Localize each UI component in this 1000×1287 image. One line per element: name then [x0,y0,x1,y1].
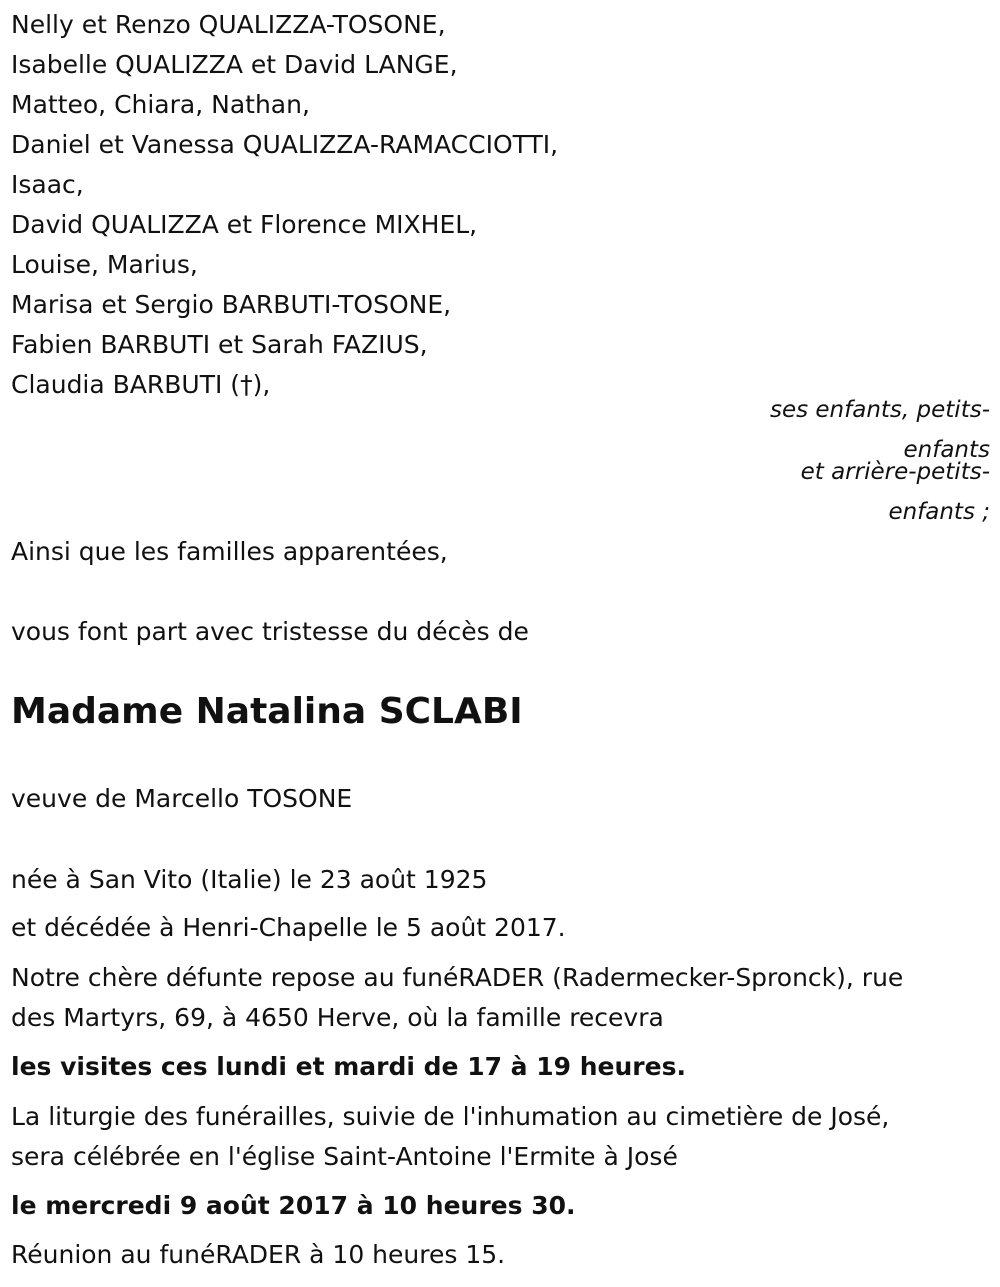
families-line: Ainsi que les familles apparentées, [11,537,448,566]
family-line: Fabien BARBUTI et Sarah FAZIUS, [11,330,428,359]
announce-line: vous font part avec tristesse du décès de [11,617,529,646]
family-line: Daniel et Vanessa QUALIZZA-RAMACCIOTTI, [11,130,559,159]
relation-line: et arrière-petits- [800,459,990,485]
family-line: David QUALIZZA et Florence MIXHEL, [11,210,478,239]
family-line: Isabelle QUALIZZA et David LANGE, [11,50,458,79]
family-line: Nelly et Renzo QUALIZZA-TOSONE, [11,10,446,39]
repose-line: Notre chère défunte repose au funéRADER (Radermecker-Spronck), rue [11,963,904,992]
ceremony-line: le mercredi 9 août 2017 à 10 heures 30. [11,1191,576,1220]
family-line: Louise, Marius, [11,250,198,279]
meeting-line: Réunion au funéRADER à 10 heures 15. [11,1240,506,1269]
died-line: et décédée à Henri-Chapelle le 5 août 2017. [11,913,566,942]
born-line: née à San Vito (Italie) le 23 août 1925 [11,865,488,894]
relation-line: ses enfants, petits- [769,397,990,423]
relation-line: enfants [903,437,990,463]
widow-line: veuve de Marcello TOSONE [11,784,353,813]
repose-line: des Martyrs, 69, à 4650 Herve, où la famille recevra [11,1003,664,1032]
visits-line: les visites ces lundi et mardi de 17 à 19 heures. [11,1052,686,1081]
family-line: Matteo, Chiara, Nathan, [11,90,310,119]
deceased-name: Madame Natalina SCLABI [11,691,523,732]
family-line: Claudia BARBUTI (†), [11,370,271,399]
liturgy-line: La liturgie des funérailles, suivie de l'inhumation au cimetière de José, [11,1102,890,1131]
family-line: Marisa et Sergio BARBUTI-TOSONE, [11,290,452,319]
relation-line: enfants ; [888,499,990,525]
family-line: Isaac, [11,170,84,199]
liturgy-line: sera célébrée en l'église Saint-Antoine l'Ermite à José [11,1142,678,1171]
